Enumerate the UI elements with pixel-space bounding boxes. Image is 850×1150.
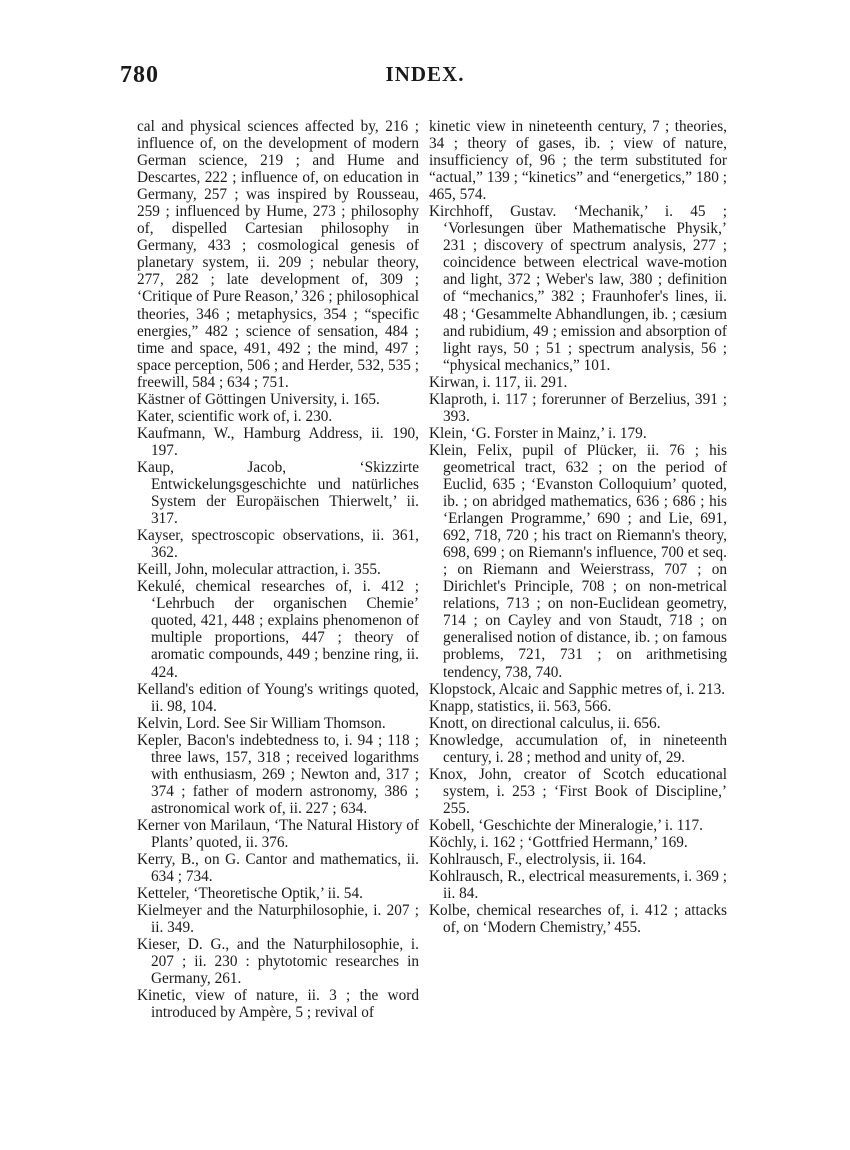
index-column-right (429, 118, 727, 936)
index-entry: Kolbe, chemical researches of, i. 412 ; attacks of, on ‘Modern Chemistry,’ 455. (429, 902, 727, 937)
index-entry: Kästner of Göttingen University, i. 165. (137, 390, 380, 408)
index-entry: Kater, scientific work of, i. 230. (137, 407, 333, 425)
index-entry: Kirwan, i. 117, ii. 291. (429, 373, 568, 391)
index-entry: Klein, Felix, pupil of Plücker, ii. 76 ; his geometrical tract, 632 ; on the period of Euclid, 635 ; ‘Evanston Colloquium’ quoted, ib. ; on abridged mathematics, 636 ; 686 ; his ‘Erlangen Programme,’ 690 ; and Lie, 691, 692, 718, 720 ; his tract on Riemann's theory, 698, 699 ; on Riemann's influence, 700 et seq. ; on Riemann and Weierstrass, 707 ; on Dirichlet's Principle, 708 ; on non-metrical relations, 713 ; on non-Euclidean geometry, 714 ; on Cayley and von Staudt, 718 ; on generalised notion of distance, ib. ; on famous problems, 721, 731 ; on arithmetising tendency, 738, 740. (429, 441, 727, 681)
index-column-left (137, 118, 419, 1021)
index-entry: Ketteler, ‘Theoretische Optik,’ ii. 54. (137, 885, 363, 903)
index-entry: Kepler, Bacon's indebtedness to, i. 94 ; 118 ; three laws, 157, 318 ; received logarithms with enthusiasm, 269 ; Newton and, 317 ; 374 ; father of modern astronomy, 386 ; astronomical work of, ii. 227 ; 634. (137, 731, 419, 817)
index-entry: Kekulé, chemical researches of, i. 412 ; ‘Lehrbuch der organischen Chemie’ quoted, 421, 448 ; explains phenomenon of multiple proportions, 447 ; theory of aromatic compounds, 449 ; benzine ring, ii. 424. (137, 578, 419, 681)
index-entry: Kayser, spectroscopic observations, ii. 361, 362. (137, 527, 419, 562)
index-entry: cal and physical sciences affected by, 216 ; influence of, on the development of modern German science, 219 ; and Hume and Descartes, 222 ; influence of, on education in Germany, 257 ; was inspired by Rousseau, 259 ; influenced by Hume, 273 ; philosophy of, dispelled Cartesian philosophy in Germany, 433 ; cosmological genesis of planetary system, ii. 209 ; nebular theory, 277, 282 ; late development of, 309 ; ‘Critique of Pure Reason,’ 326 ; philosophical theories, 346 ; metaphysics, 354 ; “specific energies,” 482 ; science of sensation, 484 ; time and space, 491, 492 ; the mind, 497 ; space perception, 506 ; and Herder, 532, 535 ; freewill, 584 ; 634 ; 751. (137, 118, 419, 391)
index-entry: Knott, on directional calculus, ii. 656. (429, 714, 661, 732)
index-entry: Kohlrausch, R., electrical measurements, i. 369 ; ii. 84. (429, 868, 727, 903)
index-entry: Kielmeyer and the Naturphilosophie, i. 207 ; ii. 349. (137, 902, 419, 937)
index-entry: Klaproth, i. 117 ; forerunner of Berzelius, 391 ; 393. (429, 390, 727, 425)
index-entry: Kaup, Jacob, ‘Skizzirte Entwickelungsgeschichte und natürliches System der Europäischen Thierwelt,’ ii. 317. (137, 458, 419, 528)
index-entry: Kerry, B., on G. Cantor and mathematics, ii. 634 ; 734. (137, 851, 419, 886)
page-number: 780 (120, 62, 159, 88)
index-entry: Kerner von Marilaun, ‘The Natural History of Plants’ quoted, ii. 376. (137, 816, 419, 851)
index-entry: Kobell, ‘Geschichte der Mineralogie,’ i. 117. (429, 816, 703, 834)
index-entry: Knapp, statistics, ii. 563, 566. (429, 697, 612, 715)
index-entry: kinetic view in nineteenth century, 7 ; theories, 34 ; theory of gases, ib. ; view of nature, insufficiency of, 96 ; the term substituted for “actual,” 139 ; “kinetics” and “energetics,” 180 ; 465, 574. (429, 118, 727, 204)
index-entry: Klein, ‘G. Forster in Mainz,’ i. 179. (429, 424, 647, 442)
index-entry: Köchly, i. 162 ; ‘Gottfried Hermann,’ 169. (429, 833, 688, 851)
index-entry: Knox, John, creator of Scotch educational system, i. 253 ; ‘First Book of Discipline,’ 255. (429, 765, 727, 817)
index-entry: Keill, John, molecular attraction, i. 355. (137, 561, 381, 579)
page-title: INDEX. (385, 62, 465, 86)
index-entry: Kohlrausch, F., electrolysis, ii. 164. (429, 851, 647, 869)
index-entry: Kelvin, Lord. See Sir William Thomson. (137, 714, 386, 732)
index-entry: Klopstock, Alcaic and Sapphic metres of, i. 213. (429, 680, 726, 698)
index-entry: Kelland's edition of Young's writings quoted, ii. 98, 104. (137, 680, 419, 715)
index-entry: Kinetic, view of nature, ii. 3 ; the word introduced by Ampère, 5 ; revival of (137, 987, 419, 1022)
index-entry: Knowledge, accumulation of, in nineteenth century, i. 28 ; method and unity of, 29. (429, 731, 727, 766)
index-entry: Kaufmann, W., Hamburg Address, ii. 190, 197. (137, 424, 419, 459)
index-entry: Kieser, D. G., and the Naturphilosophie, i. 207 ; ii. 230 : phytotomic researches in Germany, 261. (137, 936, 419, 988)
page-header (120, 62, 730, 92)
index-entry: Kirchhoff, Gustav. ‘Mechanik,’ i. 45 ; ‘Vorlesungen über Mathematische Physik,’ 231 ; discovery of spectrum analysis, 277 ; coincidence between electrical wave-motion and light, 372 ; Weber's law, 380 ; definition of “mechanics,” 382 ; Fraunhofer's lines, ii. 48 ; ‘Gesammelte Abhandlungen, ib. ; cæsium and rubidium, 49 ; emission and absorption of light rays, 50 ; 51 ; spectrum analysis, 56 ; “physical mechanics,” 101. (429, 203, 727, 374)
